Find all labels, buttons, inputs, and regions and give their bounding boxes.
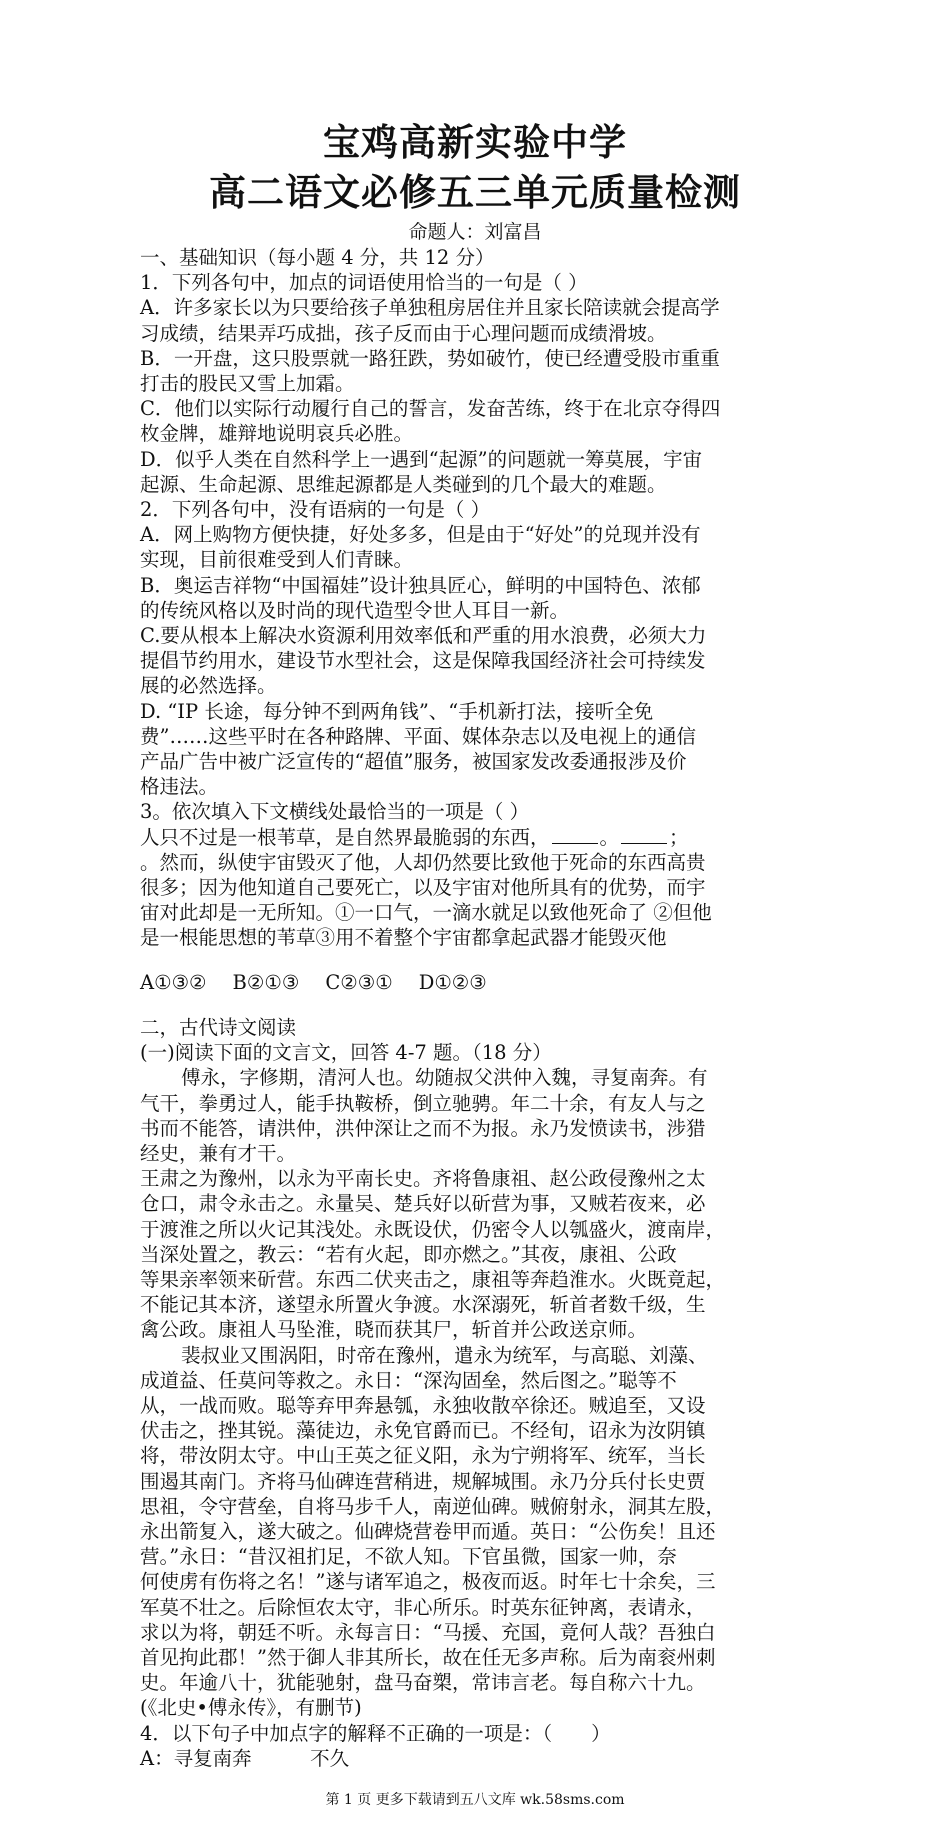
passage-p2-line: 仓口，肃令永击之。永量吴、楚兵好以斫营为事，又贼若夜来，必	[140, 1192, 706, 1216]
passage-p3-line: 伏击之，挫其锐。藻徒边，永免官爵而已。不经旬，诏永为汝阴镇	[140, 1419, 706, 1443]
passage-p1-line: 书而不能答，请洪仲，洪仲深让之而不为报。永乃发愤读书，涉猎	[140, 1116, 706, 1140]
q4-stem: 4．以下句子中加点字的解释不正确的一项是：（ ）	[140, 1721, 611, 1745]
passage-p3-line: 裴叔业又围涡阳，时帝在豫州，遣永为统军，与高聪、刘藻、	[181, 1343, 708, 1367]
passage-p1-line: 气干，拳勇过人，能手执鞍桥，倒立驰骋。年二十余，有友人与之	[140, 1091, 706, 1115]
q3-option-c: C②③①	[325, 971, 393, 995]
passage-p2-line: 不能记其本济，遂望永所置火争渡。水深溺死，斩首者数千级，生	[140, 1293, 706, 1317]
q1-option-a-cont: 习成绩，结果弄巧成拙，孩子反而由于心理问题而成绩滑坡。	[140, 321, 667, 345]
passage-p3-line: 将，带汝阴太守。中山王英之征义阳，永为宁朔将军、统军，当长	[140, 1444, 706, 1468]
passage-p3-line: 求以为将，朝廷不听。永每言日：“马援、充国，竟何人哉？吾独白	[140, 1620, 716, 1644]
q3-options	[140, 970, 810, 995]
q4-option-a: A：寻复南奔 不久	[140, 1746, 350, 1770]
q2-option-c-cont2: 展的必然选择。	[140, 674, 277, 698]
q3-option-b: B②①③	[232, 971, 300, 995]
passage-p2-line: 于渡淮之所以火记其浅处。永既设伏，仍密令人以瓠盛火，渡南岸，	[140, 1217, 726, 1241]
q2-option-c-cont: 提倡节约用水，建设节水型社会，这是保障我国经济社会可持续发	[140, 649, 706, 673]
q1-stem: 1．下列各句中，加点的词语使用恰当的一句是（ ）	[140, 271, 588, 295]
passage-p1-line: 傅永，字修期，清河人也。幼随叔父洪仲入魏，寻复南奔。有	[181, 1066, 708, 1090]
passage-p3-line: 从，一战而败。聪等弃甲奔悬瓠，永独收散卒徐还。贼追至，又设	[140, 1393, 706, 1417]
passage-p3-line: 军莫不壮之。后除恒农太守，非心所乐。时英东征钟离，表请永，	[140, 1595, 706, 1619]
passage-p2-line: 禽公政。康祖人马坠淮，晓而获其尸，斩首并公政送京师。	[140, 1318, 648, 1342]
passage-p3-line: 成道益、任莫问等救之。永日：“深沟固垒，然后图之。”聪等不	[140, 1368, 677, 1392]
passage-p3-line: 营。”永日：“昔汉祖扪足，不欲人知。下官虽微，国家一帅，奈	[140, 1545, 677, 1569]
exam-title: 高二语文必修五三单元质量检测	[209, 171, 741, 214]
section1-heading: 一、基础知识（每小题 4 分，共 12 分）	[140, 246, 495, 269]
q3-text-part2: 。	[599, 825, 620, 849]
q2-option-c: C.要从根本上解决水资源利用效率低和严重的用水浪费，必须大力	[140, 624, 707, 648]
passage-p3-line: 首见拘此郡！”然于御人非其所长，故在任无多声称。后为南衮州刺	[140, 1645, 716, 1669]
fill-blank-2	[621, 825, 667, 844]
q3-text-line3: 很多；因为他知道自己要死亡，以及宇宙对他所具有的优势，而宇	[140, 876, 706, 900]
q1-option-b-cont: 打击的股民又雪上加霜。	[140, 372, 355, 396]
passage-p3-line: 围遏其南门。齐将马仙碑连营稍进，规解城围。永乃分兵付长史贾	[140, 1469, 706, 1493]
q2-option-b-cont: 的传统风格以及时尚的现代造型令世人耳目一新。	[140, 598, 570, 622]
q3-option-d: D①②③	[418, 971, 487, 995]
q3-text-line5: 是一根能思想的苇草③用不着整个宇宙都拿起武器才能毁灭他	[140, 926, 667, 950]
q3-stem: 3。依次填入下文横线处最恰当的一项是（ ）	[140, 800, 530, 824]
school-title: 宝鸡高新实验中学	[323, 121, 627, 164]
q1-option-c-cont: 枚金牌，雄辩地说明哀兵必胜。	[140, 422, 414, 446]
q2-option-a-cont: 实现，目前很难受到人们青睐。	[140, 548, 414, 572]
q3-text-part1: 人只不过是一根苇草，是自然界最脆弱的东西，	[140, 825, 550, 849]
passage-p3-line: 思祖，令守营垒，自将马步千人，南逆仙碑。贼俯射永，洞其左股，	[140, 1494, 726, 1518]
q2-option-b: B．奥运吉祥物“中国福娃”设计独具匠心，鲜明的中国特色、浓郁	[140, 573, 701, 597]
q1-option-d-cont: 起源、生命起源、思维起源都是人类碰到的几个最大的难题。	[140, 472, 667, 496]
q2-option-d-cont3: 格违法。	[140, 775, 219, 799]
q3-option-a: A①③②	[140, 971, 207, 995]
fill-blank-1	[552, 825, 598, 844]
section2-subheading: (一)阅读下面的文言文，回答 4-7 题。（18 分）	[140, 1041, 552, 1065]
q2-stem: 2．下列各句中，没有语病的一句是（ ）	[140, 498, 491, 522]
page-footer: 第 1 页 更多下载请到五八文库 wk.58sms.com	[325, 1792, 625, 1808]
q1-option-c: C．他们以实际行动履行自己的誓言，发奋苦练，终于在北京夺得四	[140, 397, 721, 421]
passage-p3-line: 何使虏有伤将之名！”遂与诸军追之，极夜而返。时年七十余矣，三	[140, 1570, 716, 1594]
passage-p3-line: 永出箭复入，遂大破之。仙碑烧营卷甲而遁。英日：“公伤矣！且还	[140, 1519, 716, 1543]
q3-text-line1	[140, 825, 810, 850]
q3-text-line4: 宙对此却是一无所知。①一口气，一滴水就足以致他死命了 ②但他	[140, 901, 712, 925]
section2-heading: 二，古代诗文阅读	[140, 1015, 297, 1039]
q2-option-a: A．网上购物方便快捷，好处多多，但是由于“好处”的兑现并没有	[140, 523, 701, 547]
q2-option-d-cont: 费”……这些平时在各种路牌、平面、媒体杂志以及电视上的通信	[140, 724, 696, 748]
q2-option-d-cont2: 产品广告中被广泛宣传的“超值”服务，被国家发改委通报涉及价	[140, 750, 687, 774]
q3-text-line2: 。然而，纵使宇宙毁灭了他，人却仍然要比致他于死命的东西高贵	[140, 850, 706, 874]
passage-p1-line: 经史，兼有才干。	[140, 1141, 297, 1165]
passage-p2-line: 王肃之为豫州，以永为平南长史。齐将鲁康祖、赵公政侵豫州之太	[140, 1167, 706, 1191]
author-line: 命题人：刘富昌	[408, 221, 542, 243]
passage-p2-line: 当深处置之，教云：“若有火起，即亦燃之。”其夜，康祖、公政	[140, 1242, 677, 1266]
passage-source: (《北史•傅永传》，有删节)	[140, 1696, 362, 1720]
q1-option-a: A．许多家长以为只要给孩子单独租房居住并且家长陪读就会提高学	[140, 296, 720, 320]
document-page	[140, 118, 810, 1771]
q1-option-d: D．似乎人类在自然科学上一遇到“起源”的问题就一筹莫展，宇宙	[140, 447, 703, 471]
passage-p3-line: 史。年逾八十，犹能驰射，盘马奋槊，常讳言老。每自称六十九。	[140, 1671, 706, 1695]
q1-option-b: B．一开盘，这只股票就一路狂跌，势如破竹，使已经遭受股市重重	[140, 346, 720, 370]
passage-p2-line: 等果亲率领来斫营。东西二伏夹击之，康祖等奔趋淮水。火既竟起，	[140, 1267, 726, 1291]
q2-option-d: D. “IP 长途，每分钟不到两角钱”、“手机新打法，接听全免	[140, 699, 654, 723]
q3-text-part3: ；	[669, 825, 689, 849]
